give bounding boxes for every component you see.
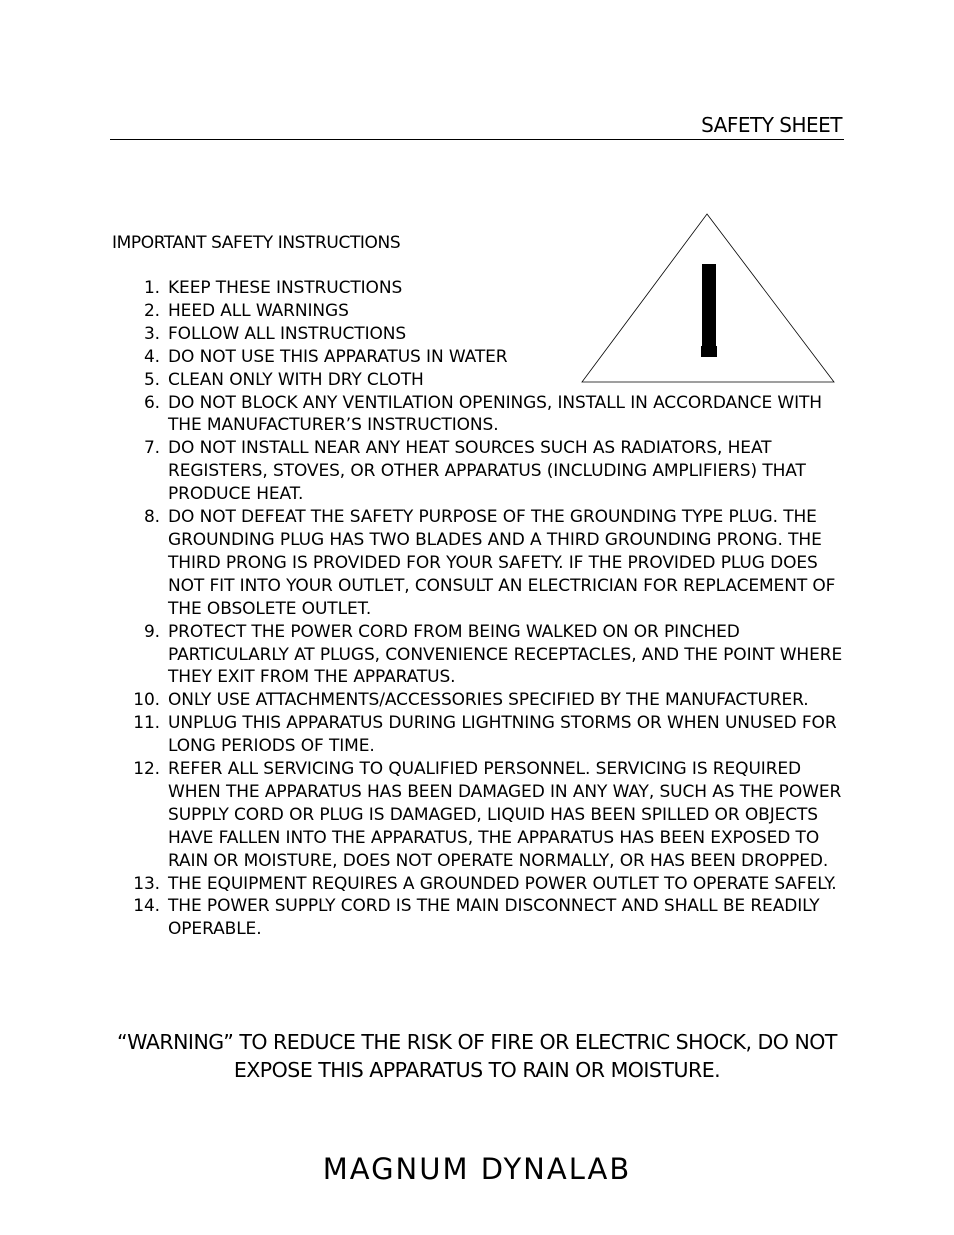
item-number: 4. [143,346,160,367]
item-text: CLEAN ONLY WITH DRY CLOTH [168,369,424,390]
warning-statement: “WARNING” TO REDUCE THE RISK OF FIRE OR ELECTRIC SHOCK, DO NOT EXPOSE THIS APPARATUS TO RAIN OR MOISTURE. [117,1030,837,1082]
list-item [120,712,844,758]
item-text: PROTECT THE POWER CORD FROM BEING WALKED ON OR PINCHED PARTICULARLY AT PLUGS, CONVENIENCE RECEPTACLES, AND THE POINT WHERE THEY EXIT FROM THE APPARATUS. [168,621,843,688]
item-text: THE EQUIPMENT REQUIRES A GROUNDED POWER OUTLET TO OPERATE SAFELY. [168,873,837,894]
list-item [120,277,844,300]
item-text: ONLY USE ATTACHMENTS/ACCESSORIES SPECIFIED BY THE MANUFACTURER. [168,690,809,711]
item-number: 5. [143,369,160,390]
item-number: 1. [143,278,160,298]
list-item [120,392,844,438]
item-number: 9. [143,621,160,642]
item-text: DO NOT DEFEAT THE SAFETY PURPOSE OF THE GROUNDING TYPE PLUG. THE GROUNDING PLUG HAS TWO BLADES AND A THIRD GROUNDING PRONG. THE THIRD PRONG IS PROVIDED FOR YOUR SAFETY. IF THE PROVIDED PLUG DOES NOT FIT INTO YOUR OUTLET, CONSULT AN ELECTRICIAN FOR REPLACEMENT OF THE OBSOLETE OUTLET. [168,507,836,619]
item-number: 7. [143,438,160,459]
list-item [120,621,844,690]
item-number: 6. [143,392,160,413]
list-item [120,369,844,392]
item-text: DO NOT INSTALL NEAR ANY HEAT SOURCES SUCH AS RADIATORS, HEAT REGISTERS, STOVES, OR OTHER APPARATUS (INCLUDING AMPLIFIERS) THAT PRODUCE HEAT. [168,438,806,505]
item-number: 10. [133,690,160,711]
item-number: 13. [133,873,160,894]
item-text: UNPLUG THIS APPARATUS DURING LIGHTNING STORMS OR WHEN UNUSED FOR LONG PERIODS OF TIME. [168,713,837,757]
item-text: THE POWER SUPPLY CORD IS THE MAIN DISCONNECT AND SHALL BE READILY OPERABLE. [168,896,820,940]
list-item [120,437,844,506]
list-item [120,300,844,323]
item-text: HEED ALL WARNINGS [168,300,349,321]
list-item [120,346,844,369]
item-text: FOLLOW ALL INSTRUCTIONS [168,323,407,344]
item-number: 11. [133,713,160,734]
list-item [120,689,844,712]
item-text: DO NOT USE THIS APPARATUS IN WATER [168,346,508,367]
header-divider [110,139,844,140]
item-text: DO NOT BLOCK ANY VENTILATION OPENINGS, INSTALL IN ACCORDANCE WITH THE MANUFACTURER’S INSTRUCTIONS. [168,392,822,436]
list-item [120,895,844,941]
item-text: KEEP THESE INSTRUCTIONS [168,278,403,298]
item-number: 8. [143,507,160,528]
item-text: REFER ALL SERVICING TO QUALIFIED PERSONNEL. SERVICING IS REQUIRED WHEN THE APPARATUS HAS BEEN DAMAGED IN ANY WAY, SUCH AS THE POWER SUPPLY CORD OR PLUG IS DAMAGED, LIQUID HAS BEEN SPILLED OR OBJECTS HAVE FALLEN INTO THE APPARATUS, THE APPARATUS HAS BEEN EXPOSED TO RAIN OR MOISTURE, DOES NOT OPERATE NORMALLY, OR HAS BEEN DROPPED. [168,759,842,871]
item-number: 3. [143,323,160,344]
section-heading: IMPORTANT SAFETY INSTRUCTIONS [112,233,401,253]
item-number: 14. [133,896,160,917]
page-title: SAFETY SHEET [701,113,842,137]
item-number: 2. [143,300,160,321]
list-item [120,506,844,621]
brand-logo: MAGNUM DYNALAB [322,1152,632,1186]
list-item [120,758,844,873]
list-item [120,873,844,896]
list-item [120,323,844,346]
safety-instructions-list [120,277,844,941]
item-number: 12. [133,759,160,780]
